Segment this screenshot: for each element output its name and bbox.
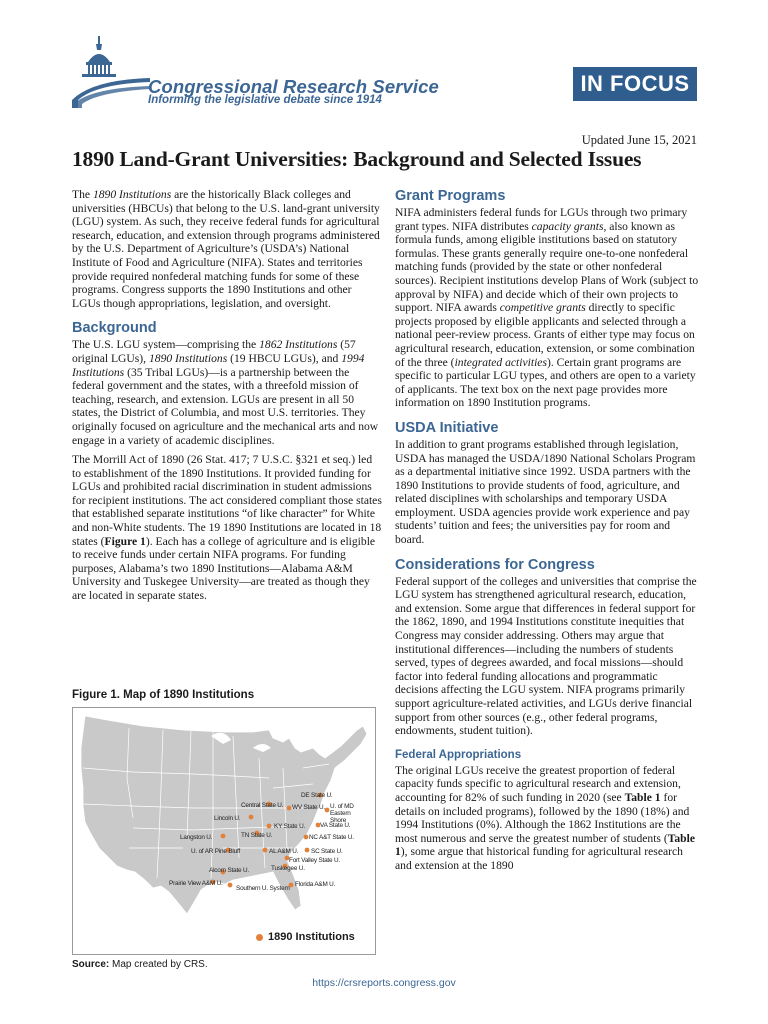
footer-url-link[interactable]: https://crsreports.congress.gov: [312, 977, 456, 989]
figure-caption: Figure 1. Map of 1890 Institutions: [72, 689, 255, 701]
text-run: are the historically Black colleges and universities (HBCUs) that belong to the U.S. land-grant university (LGU) system. As such, they receive federal funds for agricultural research, education, and extension through programs administered by the U.S. Department of Agriculture’s (USDA’s) National Institute of Food and Agriculture (NIFA). States and territories provide required nonfederal matching funds for some of these programs. Congress supports the 1890 Institutions and other LGUs though appropriations, legislation, and oversight.: [72, 188, 380, 310]
label-ky-state: KY State U.: [274, 823, 306, 830]
text-run: competitive grants: [499, 301, 586, 315]
background-paragraph-1: [72, 338, 382, 447]
legend-marker-icon: [256, 934, 263, 941]
grant-programs-paragraph: [395, 206, 699, 410]
label-alcorn: Alcorn State U.: [209, 867, 249, 874]
label-prairie-view: Prairie View A&M U.: [169, 880, 223, 887]
institution-marker: [267, 824, 272, 829]
text-run: The: [72, 188, 93, 201]
text-run: for details on included programs), followed by the 1890 (18%) and 1994 Institutions (0%). Although the 1862 Institutions are the most numerous and serve the greatest number of students (: [395, 790, 690, 845]
institution-marker: [325, 808, 330, 813]
label-central-state: Central State U.: [241, 802, 284, 809]
crs-capitol-logo: [72, 36, 152, 108]
text-run: Table 1: [395, 831, 695, 859]
text-run: Figure 1: [104, 534, 146, 548]
label-va-state: VA State U.: [320, 822, 351, 829]
label-southern-u: Southern U. System: [236, 885, 290, 892]
page-title: 1890 Land-Grant Universities: Background and Selected Issues: [72, 147, 642, 171]
grant-programs-heading: Grant Programs: [395, 188, 506, 204]
text-run: (35 Tribal LGUs)—is a partnership between the federal government and the states, with a threefold mission of teaching, research, and extension. LGUs are present in all 50 states, the District of Columbia, and most U.S. territories. They originally focused on agriculture and the mechanical arts and now engage in a variety of academic disciplines.: [72, 365, 379, 447]
institution-marker: [228, 883, 233, 888]
label-langston: Langston U.: [180, 834, 213, 841]
text-run: directly to specific projects proposed by eligible applicants and selected through a national peer-review process. Grants of either type may focus on agricultural research, education, extension, or some combination of the three (: [395, 301, 695, 369]
source-label: Source:: [72, 959, 110, 970]
label-al-am: AL A&M U.: [269, 848, 299, 855]
label-ar-pine-bluff: U. of AR Pine Bluff: [191, 848, 241, 855]
text-run: (57 original LGUs),: [72, 338, 356, 365]
institutions-map: [72, 707, 376, 955]
background-heading: Background: [72, 320, 157, 337]
institution-marker: [221, 834, 226, 839]
us-map-svg: [73, 708, 375, 954]
figure-source: [72, 959, 208, 970]
text-run: Federal support of the colleges and universities that comprise the LGU system has strengthened agricultural research, education, and extension. Some argue that differences in federal support for the 1862, 1890, and 1994 Institutions constitute inequities that Congress may consider addressing. Others may argue that institutional differences—including the numbers of students served, types of degrees awarded, and focal missions—should factor into federal funding allocations and programmatic decisions affecting the LGU system. NIFA programs primarily support agriculture-related activities, and LGUs derive financial support from other sources (e.g., other federal programs, endowments, student tuition).: [395, 574, 697, 738]
text-run: ), some argue that historical funding for agricultural research and extension at the 1890: [395, 845, 683, 872]
federal-appropriations-heading: Federal Appropriations: [395, 748, 522, 761]
in-focus-badge: IN FOCUS: [573, 67, 697, 101]
institution-marker: [305, 848, 310, 853]
considerations-paragraph: [395, 575, 699, 738]
text-run: The U.S. LGU system—comprising the: [72, 338, 260, 352]
label-nc-at: NC A&T State U.: [309, 834, 354, 841]
text-run: capacity grants: [531, 219, 604, 233]
text-run: 1890 Institutions: [148, 351, 228, 365]
text-run: The Morrill Act of 1890 (26 Stat. 417; 7 U.S.C. §321 et seq.) led to establishment of the 1890 Institutions. It provided funding for LGUs and prohibited racial discrimination in student admissions for recipient institutions. The act considered compliant those states that established separate institutions “of like character” for White and non-White students. The 19 1890 Institutions are located in 18 states (: [72, 453, 382, 548]
text-run: NIFA administers federal funds for LGUs through two primary grant types. NIFA distributes: [395, 206, 688, 233]
institution-marker: [249, 815, 254, 820]
intro-paragraph: [72, 188, 382, 310]
map-legend: [256, 931, 355, 943]
institution-marker: [287, 806, 292, 811]
right-column: [395, 188, 699, 879]
text-run: Table 1: [624, 790, 661, 804]
label-umes: U. of MD Eastern Shore: [330, 803, 354, 824]
org-tagline: Informing the legislative debate since 1914: [148, 94, 382, 106]
text-run: The original LGUs receive the greatest proportion of federal capacity funds specific to agricultural research and extension, accounting for 82% of such funding in 2020 (see: [395, 763, 681, 804]
text-run: ). Certain grant programs are specific to particular LGU types, and others are open to a variety of applicants. The text box on the next page provides more information on 1890 Institution programs.: [395, 355, 696, 410]
text-run: 1890 Institutions: [92, 188, 172, 201]
label-wv-state: WV State U.: [292, 804, 325, 811]
usda-initiative-paragraph: [395, 438, 699, 547]
left-column: [72, 188, 382, 609]
label-de-state: DE State U.: [301, 792, 333, 799]
text-run: integrated activities: [454, 355, 547, 369]
background-paragraph-2: [72, 453, 382, 603]
text-run: (19 HBCU LGUs), and: [227, 351, 342, 365]
text-run: In addition to grant programs established through legislation, USDA has managed the USDA/1890 National Scholars Program as a departmental initiative since 1992. USDA partners with the 1890 Institutions to provide students of food, agriculture, and related disciplines with scholarships and temporary USDA employment. USDA agencies provide work experience and pay students’ tuition and fees; the universities pay for room and board.: [395, 437, 696, 547]
label-fort-valley: Fort Valley State U.: [289, 857, 340, 864]
updated-date: Updated June 15, 2021: [581, 133, 697, 147]
federal-appropriations-paragraph: [395, 764, 699, 873]
considerations-heading: Considerations for Congress: [395, 556, 595, 573]
text-run: , also known as formula funds, among eligible institutions based on statutory formulas. These grants generally require one-to-one nonfederal matching funds (provided by the state or other nonfederal sources). Recipient institutions develop Plans of Work (subject to approval by NIFA) and decide which of their own projects to support. NIFA awards: [395, 219, 699, 315]
institution-marker: [304, 835, 309, 840]
label-tn-state: TN State U.: [241, 832, 273, 839]
text-run: ). Each has a college of agriculture and is eligible to receive funds under certain NIFA programs. For funding purposes, Alabama’s two 1890 Institutions—Alabama A&M University and Tuskegee University—are treated as though they are located in separate states.: [72, 534, 376, 603]
institution-marker: [263, 848, 268, 853]
legend-label: 1890 Institutions: [268, 931, 355, 943]
label-lincoln: Lincoln U.: [214, 815, 241, 822]
org-name: Congressional Research Service: [148, 76, 439, 97]
usda-initiative-heading: USDA Initiative: [395, 419, 499, 436]
text-run: 1994 Institutions: [72, 351, 365, 379]
label-sc-state: SC State U.: [311, 848, 343, 855]
text-run: 1862 Institutions: [259, 338, 338, 352]
label-florida-am: Florida A&M U.: [295, 881, 336, 888]
label-tuskegee: Tuskegee U.: [271, 865, 305, 872]
source-text: Map created by CRS.: [109, 959, 208, 970]
